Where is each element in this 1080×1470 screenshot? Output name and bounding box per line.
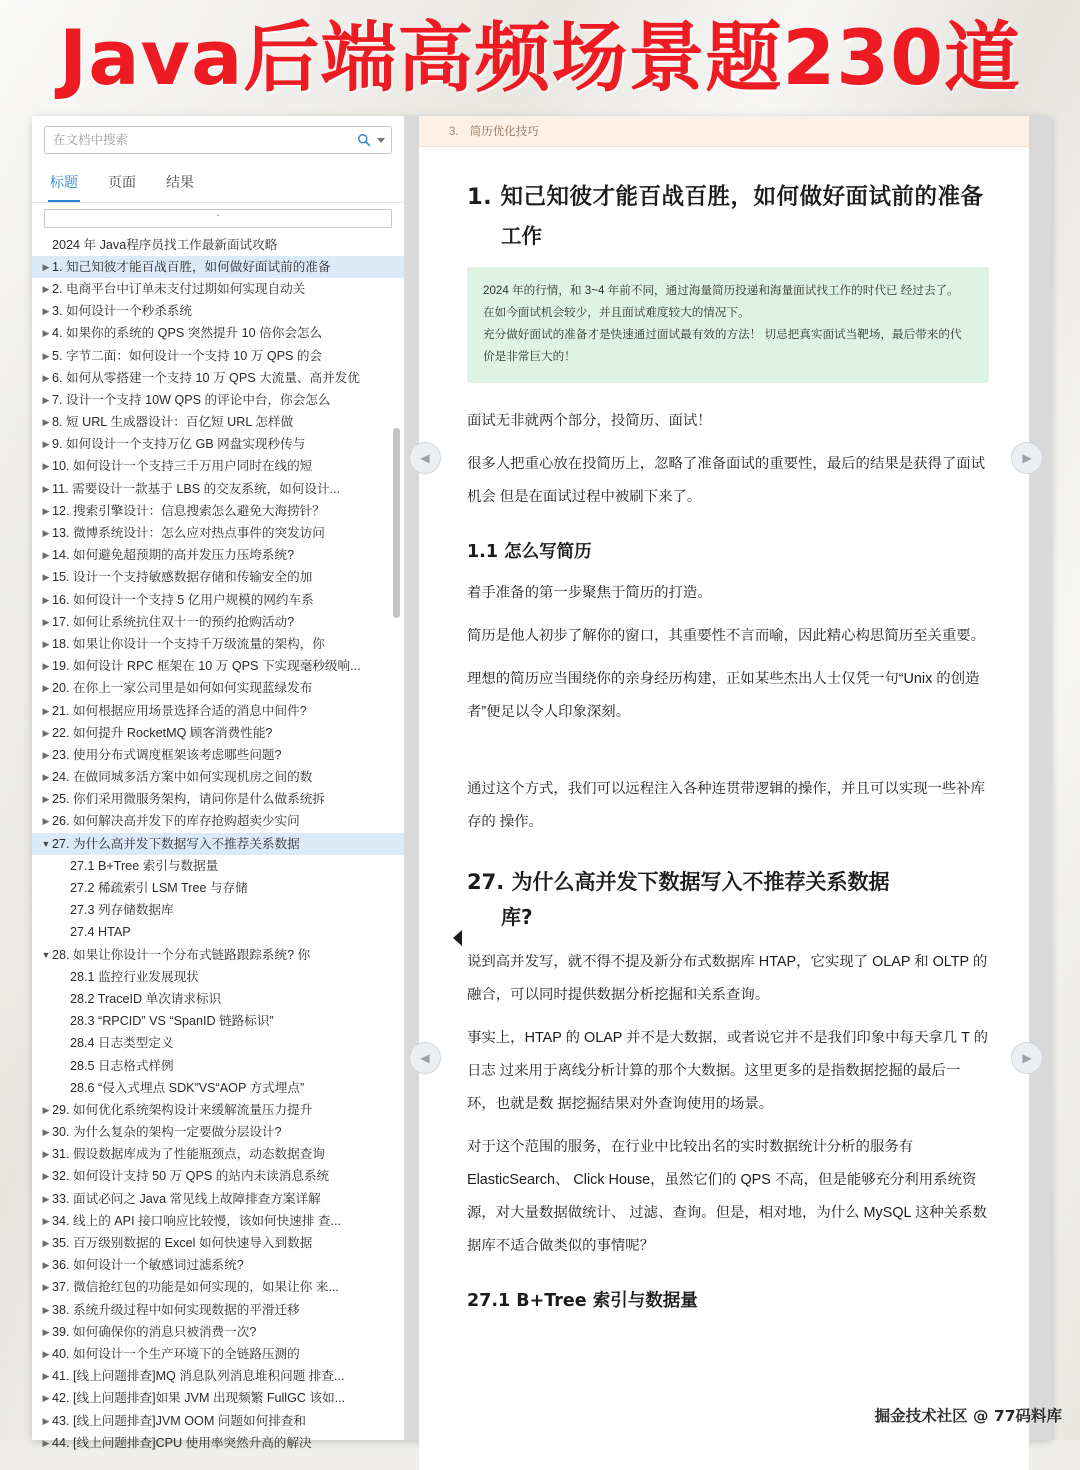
chevron-right-icon[interactable]: ▶ (42, 1193, 50, 1204)
chevron-right-icon[interactable]: ▶ (42, 661, 50, 672)
note-line-3: 充分做好面试的准备才是快速通过面试最有效的方法！ 切忌把真实面试当靶场，最后带来的代价是非常巨大的！ (483, 328, 962, 363)
chevron-right-icon[interactable]: ▶ (42, 772, 50, 783)
chevron-right-icon[interactable]: ▶ (42, 372, 50, 383)
next-page-button-top[interactable]: ▶ (1011, 442, 1043, 474)
toc-item-label: 39. 如何确保你的消息只被消费一次? (52, 1324, 257, 1339)
toc-item-label: 43. [线上问题排查]JVM OOM 问题如何排查和 (52, 1413, 306, 1428)
toc-item[interactable] (32, 456, 404, 478)
toc-item-label: 26. 如何解决高并发下的库存抢购超卖少实问 (52, 814, 300, 829)
toc-item-label: 3. 如何设计一个秒杀系统 (52, 304, 192, 319)
note-line-2: 在如今面试机会较少，并且面试难度较大的情况下。 (483, 306, 750, 319)
toc-item[interactable] (32, 278, 404, 300)
section-heading-27-1: 27.1 B+Tree 索引与数据量 (467, 1291, 698, 1311)
toc-item[interactable] (32, 1321, 404, 1343)
toc-item[interactable] (32, 301, 404, 323)
toc-item[interactable] (32, 700, 404, 722)
toc-item-label: 41. [线上问题排查]MQ 消息队列消息堆积问题 排查... (52, 1369, 345, 1384)
document-page (419, 116, 1029, 1470)
chevron-right-icon[interactable]: ▶ (42, 572, 50, 583)
toc-item-label: 34. 线上的 API 接口响应比较慢，该如何快速排 查... (52, 1213, 341, 1228)
toc-item-label: 7. 设计一个支持 10W QPS 的评论中台，你会怎么 (52, 392, 331, 407)
tab-pages[interactable]: 页面 (108, 174, 136, 190)
sidebar-scrollbar-thumb[interactable] (393, 428, 400, 618)
toc-item[interactable] (32, 722, 404, 744)
toc-item[interactable] (32, 1122, 404, 1144)
toc-item-label: 28.1 监控行业发展现状 (70, 969, 199, 984)
toc-item[interactable] (32, 522, 404, 544)
chevron-right-icon[interactable]: ▶ (42, 1171, 50, 1182)
toc-item-label: 17. 如何让系统抗住双十一的预约抢购活动? (52, 614, 295, 629)
chevron-right-icon[interactable]: ▶ (42, 1282, 50, 1293)
toc-item-label: 8. 短 URL 生成器设计：百亿短 URL 怎样做 (52, 415, 294, 430)
chevron-right-icon[interactable]: ▶ (42, 1304, 50, 1315)
toc-item-label: 1. 知己知彼才能百战百胜，如何做好面试前的准备 (52, 259, 331, 274)
toc-item[interactable] (32, 611, 404, 633)
chevron-right-icon[interactable]: ▶ (42, 505, 50, 516)
toc-item[interactable] (32, 1366, 404, 1388)
toc-item-label: 5. 字节二面：如何设计一个支持 10 万 QPS 的会 (52, 348, 323, 363)
toc-item[interactable] (32, 1033, 404, 1055)
toc-item-label: 10. 如何设计一个支持三千万用户同时在线的短 (52, 459, 313, 474)
chevron-right-icon[interactable]: ▶ (42, 283, 50, 294)
toc-item[interactable] (32, 1188, 404, 1210)
toc-item[interactable] (32, 900, 404, 922)
toc-item[interactable] (32, 811, 404, 833)
chevron-right-icon[interactable]: ▶ (42, 1238, 50, 1249)
toc-item[interactable] (32, 678, 404, 700)
banner-title: Java后端高频场景题230道 (58, 13, 1022, 102)
toc-item-label: 44. [线上问题排查]CPU 使用率突然升高的解决 (52, 1435, 312, 1450)
toc-item-label: 36. 如何设计一个敏感词过滤系统? (52, 1258, 244, 1273)
chevron-right-icon[interactable]: ▶ (42, 328, 50, 339)
chevron-right-icon[interactable]: ▶ (42, 794, 50, 805)
toc-item[interactable] (32, 256, 404, 278)
toc-item-label: 13. 微博系统设计：怎么应对热点事件的突发访问 (52, 526, 325, 541)
chevron-right-icon[interactable]: ▶ (42, 1326, 50, 1337)
chevron-right-icon[interactable]: ▶ (42, 483, 50, 494)
toc-item-label: 30. 为什么复杂的架构一定要做分层设计? (52, 1125, 282, 1140)
document-body (419, 147, 1029, 1312)
toc-item[interactable] (32, 345, 404, 367)
toc-item-label: 32. 如何设计支持 50 万 QPS 的站内未读消息系统 (52, 1169, 330, 1184)
chevron-down-icon[interactable]: ▼ (41, 838, 51, 849)
chevron-right-icon[interactable]: ▶ (42, 1393, 50, 1404)
toc-item-label: 23. 使用分布式调度框架该考虑哪些问题? (52, 747, 282, 762)
toc-item[interactable] (32, 1277, 404, 1299)
section-heading-1: 1. 知己知彼才能百战百胜，如何做好面试前的准备 (467, 184, 984, 210)
toc-item-label: 29. 如何优化系统架构设计来缓解流量压力提升 (52, 1102, 313, 1117)
toc-item-label: 27.1 B+Tree 索引与数据量 (70, 858, 219, 873)
chevron-right-icon[interactable]: ▶ (42, 683, 50, 694)
toc-item[interactable] (32, 412, 404, 434)
paragraph: 事实上，HTAP 的 OLAP 并不是大数据，或者说它并不是我们印象中每天拿几 T 的日志 过来用于离线分析计算的那个大数据。这里更多的是指数据挖掘的最后一环，也就是数 据挖掘结果对外查询使用的场景。 (467, 1030, 989, 1112)
sidebar-toolbar[interactable] (32, 203, 404, 232)
toc-item-label: 18. 如果让你设计一个支持千万级流量的架构，你 (52, 636, 325, 651)
toc-item[interactable] (32, 367, 404, 389)
toc-item[interactable] (32, 633, 404, 655)
toc-item[interactable] (32, 589, 404, 611)
toc-item-label: 28.3 “RPCID” VS “SpanID 链路标识” (70, 1014, 274, 1029)
paragraph: 说到高并发写，就不得不提及新分布式数据库 HTAP，它实现了 OLAP 和 OLTP 的融合，可以同时提供数据分析挖掘和关系查询。 (467, 954, 988, 1003)
section-heading-27-continued: 库? (501, 905, 533, 929)
prev-page-button-top[interactable]: ◀ (409, 442, 441, 474)
toc-item-label: 38. 系统升级过程中如何实现数据的平滑迁移 (52, 1302, 300, 1317)
toc-item[interactable] (32, 966, 404, 988)
toc-item-label: 9. 如何设计一个支持万亿 GB 网盘实现秒传与 (52, 437, 306, 452)
paragraph: 通过这个方式，我们可以远程注入各种连贯带逻辑的操作，并且可以实现一些补库存的 操作。 (467, 781, 986, 830)
toc-item[interactable] (32, 789, 404, 811)
chevron-right-icon[interactable]: ▶ (42, 1415, 50, 1426)
watermark: 掘金技术社区 @ 77码料库 (874, 1407, 1062, 1425)
toc-item-label: 28. 如果让你设计一个分布式链路跟踪系统? 你 (52, 947, 311, 962)
toc-item-label: 11. 需要设计一款基于 LBS 的交友系统，如何设计... (52, 481, 341, 496)
toc-item-label: 21. 如何根据应用场景选择合适的消息中间件? (52, 703, 307, 718)
chevron-right-icon[interactable]: ▶ (42, 816, 50, 827)
chevron-right-icon[interactable]: ▶ (42, 261, 50, 272)
toc-item[interactable] (32, 434, 404, 456)
chevron-right-icon[interactable]: ▶ (42, 306, 50, 317)
reader-window (32, 116, 1052, 1450)
toc-item[interactable] (32, 323, 404, 345)
toc-item-label: 12. 搜索引擎设计：信息搜索怎么避免大海捞针？ (52, 503, 325, 518)
toc-item[interactable] (32, 1388, 404, 1410)
breadcrumb-text: 简历优化技巧 (469, 126, 539, 138)
table-of-contents[interactable] (32, 232, 404, 1454)
chevron-right-icon[interactable]: ▶ (42, 727, 50, 738)
toc-item[interactable] (32, 500, 404, 522)
document-pane[interactable] (405, 116, 1052, 1440)
toc-item-label: 15. 设计一个支持敏感数据存储和传输安全的加 (52, 570, 313, 585)
chevron-down-icon[interactable]: ▼ (41, 949, 51, 960)
chevron-right-icon[interactable]: ▶ (42, 1215, 50, 1226)
toc-item[interactable] (32, 1343, 404, 1365)
toc-item-label: 4. 如果你的系统的 QPS 突然提升 10 倍你会怎么 (52, 326, 323, 341)
paragraph: 理想的简历应当围绕你的亲身经历构建，正如某些杰出人士仅凭一句“Unix 的创造 者”便足以令人印象深刻。 (467, 671, 980, 720)
toc-item-label: 40. 如何设计一个生产环境下的全链路压测的 (52, 1346, 300, 1361)
toc-item-label: 6. 如何从零搭建一个支持 10 万 QPS 大流量、高并发优 (52, 370, 360, 385)
toc-item-label: 31. 假设数据库成为了性能瓶颈点，动态数据查询 (52, 1147, 325, 1162)
toc-item[interactable] (32, 1255, 404, 1277)
toc-item-label: 24. 在做同城多活方案中如何实现机房之间的数 (52, 770, 313, 785)
chevron-right-icon[interactable]: ▶ (42, 749, 50, 760)
section-heading-1-continued: 工作 (501, 224, 542, 248)
paragraph: 对于这个范围的服务，在行业中比较出名的实时数据统计分析的服务有 ElasticSearch、 Click House，虽然它们的 QPS 不高，但是能够充分利用系统资源，对大量数据做统计、 过滤、查询。但是，相对地，为什么 MySQL 这种关系数据库不适合做类似的事情呢？ (467, 1139, 987, 1254)
toc-item-label: 28.4 日志类型定义 (70, 1036, 174, 1051)
chevron-right-icon[interactable]: ▶ (42, 616, 50, 627)
toc-item-label: 27. 为什么高并发下数据写入不推荐关系数据 (52, 836, 300, 851)
paragraph: 简历是他人初步了解你的窗口，其重要性不言而喻，因此精心构思简历至关重要。 (467, 628, 986, 644)
toc-item[interactable] (32, 1011, 404, 1033)
chevron-right-icon[interactable]: ▶ (42, 350, 50, 361)
chevron-right-icon[interactable]: ▶ (42, 1149, 50, 1160)
toc-item[interactable] (32, 1232, 404, 1254)
paragraph: 着手准备的第一步聚焦于简历的打造。 (467, 585, 712, 601)
toc-item[interactable] (32, 877, 404, 899)
toc-item-label: 2024 年 Java程序员找工作最新面试攻略 (52, 237, 278, 252)
toc-item-label: 2. 电商平台中订单未支付过期如何实现自动关 (52, 281, 306, 296)
chevron-right-icon[interactable]: ▶ (42, 594, 50, 605)
toc-item-label: 20. 在你上一家公司里是如何如何实现蓝绿发布 (52, 681, 313, 696)
toc-item[interactable] (32, 944, 404, 966)
search-box[interactable] (44, 126, 392, 154)
toc-item[interactable] (32, 389, 404, 411)
search-input[interactable] (51, 132, 355, 148)
toc-item[interactable] (32, 1410, 404, 1432)
paragraph: 面试无非就两个部分，投简历、面试！ (467, 413, 712, 429)
sidebar-toolbar-strip[interactable] (44, 209, 392, 228)
toc-item-label: 37. 微信抢红包的功能是如何实现的，如果让你 来... (52, 1280, 339, 1295)
toc-item[interactable] (32, 656, 404, 678)
note-line-1: 2024 年的行情，和 3~4 年前不同，通过海量简历投递和海量面试找工作的时代已 经过去了。 (483, 284, 959, 297)
toc-item-label: 33. 面试必问之 Java 常见线上故障排查方案详解 (52, 1191, 321, 1206)
toc-item-label: 28.5 日志格式样例 (70, 1058, 174, 1073)
prev-page-button-bottom[interactable]: ◀ (409, 1042, 441, 1074)
highlight-note (467, 267, 989, 383)
sidebar-scrollbar-track[interactable] (394, 328, 402, 1450)
tab-results[interactable]: 结果 (166, 174, 194, 190)
chevron-right-icon[interactable]: ▶ (42, 461, 50, 472)
toc-item-label: 16. 如何设计一个支持 5 亿用户规模的网约车系 (52, 592, 314, 607)
toc-item-label: 27.2 稀疏索引 LSM Tree 与存储 (70, 881, 248, 896)
toc-item[interactable] (32, 1210, 404, 1232)
chevron-down-icon[interactable] (377, 138, 385, 143)
toc-item[interactable] (32, 855, 404, 877)
toc-item[interactable] (32, 744, 404, 766)
chevron-right-icon[interactable]: ▶ (42, 1437, 50, 1448)
chevron-right-icon[interactable]: ▶ (42, 1348, 50, 1359)
toc-item-label: 27.4 HTAP (70, 925, 131, 940)
toc-item[interactable] (32, 234, 404, 256)
section-marker-icon (453, 930, 462, 946)
toc-item[interactable] (32, 567, 404, 589)
chevron-right-icon[interactable]: ▶ (42, 550, 50, 561)
toc-item[interactable] (32, 767, 404, 789)
toc-item-label: 28.2 TraceID 单次请求标识 (70, 991, 222, 1006)
chevron-right-icon[interactable]: ▶ (42, 1260, 50, 1271)
toc-item-label: 14. 如何避免超预期的高并发压力压垮系统? (52, 548, 295, 563)
toc-item[interactable] (32, 1166, 404, 1188)
breadcrumb-number: 3. (449, 126, 459, 138)
paragraph-spacer (467, 739, 989, 773)
next-page-button-bottom[interactable]: ▶ (1011, 1042, 1043, 1074)
toc-item[interactable] (32, 833, 404, 855)
chevron-right-icon[interactable]: ▶ (42, 439, 50, 450)
toc-item[interactable] (32, 1099, 404, 1121)
breadcrumb (419, 116, 1029, 147)
toc-item[interactable] (32, 1432, 404, 1454)
paragraph: 很多人把重心放在投简历上，忽略了准备面试的重要性，最后的结果是获得了面试机会 但是在面试过程中被刷下来了。 (467, 456, 986, 505)
toc-item[interactable] (32, 1077, 404, 1099)
chevron-right-icon[interactable]: ▶ (42, 638, 50, 649)
toc-item[interactable] (32, 1055, 404, 1077)
tab-headings[interactable]: 标题 (48, 166, 80, 202)
chevron-right-icon[interactable]: ▶ (42, 705, 50, 716)
chevron-right-icon[interactable]: ▶ (42, 1127, 50, 1138)
search-row (32, 116, 404, 160)
toc-item[interactable] (32, 478, 404, 500)
toc-item-label: 35. 百万级别数据的 Excel 如何快速导入到数据 (52, 1236, 313, 1251)
toc-item[interactable] (32, 545, 404, 567)
toc-item-label: 25. 你们采用微服务架构，请问你是什么做系统拆 (52, 792, 325, 807)
toc-item[interactable] (32, 1299, 404, 1321)
sidebar (32, 116, 405, 1450)
toc-item-label: 27.3 列存储数据库 (70, 903, 174, 918)
chevron-right-icon[interactable]: ▶ (42, 417, 50, 428)
toc-item-label: 42. [线上问题排查]如果 JVM 出现频繁 FullGC 该如... (52, 1391, 346, 1406)
toc-item-label: 28.6 “侵入式埋点 SDK”VS“AOP 方式埋点” (70, 1080, 305, 1095)
chevron-right-icon[interactable]: ▶ (42, 1371, 50, 1382)
sidebar-tabs (32, 160, 404, 203)
chevron-right-icon[interactable]: ▶ (42, 394, 50, 405)
toc-item[interactable] (32, 1144, 404, 1166)
section-heading-1-1: 1.1 怎么写简历 (467, 542, 592, 562)
chevron-right-icon[interactable]: ▶ (42, 528, 50, 539)
search-icon[interactable] (355, 131, 373, 149)
toc-item[interactable] (32, 922, 404, 944)
toc-item-label: 22. 如何提升 RocketMQ 顾客消费性能? (52, 725, 273, 740)
chevron-right-icon[interactable]: ▶ (42, 1104, 50, 1115)
toc-item[interactable] (32, 988, 404, 1010)
toc-item-label: 19. 如何设计 RPC 框架在 10 万 QPS 下实现毫秒级响... (52, 659, 361, 674)
section-heading-27: 27. 为什么高并发下数据写入不推荐关系数据 (467, 870, 890, 894)
